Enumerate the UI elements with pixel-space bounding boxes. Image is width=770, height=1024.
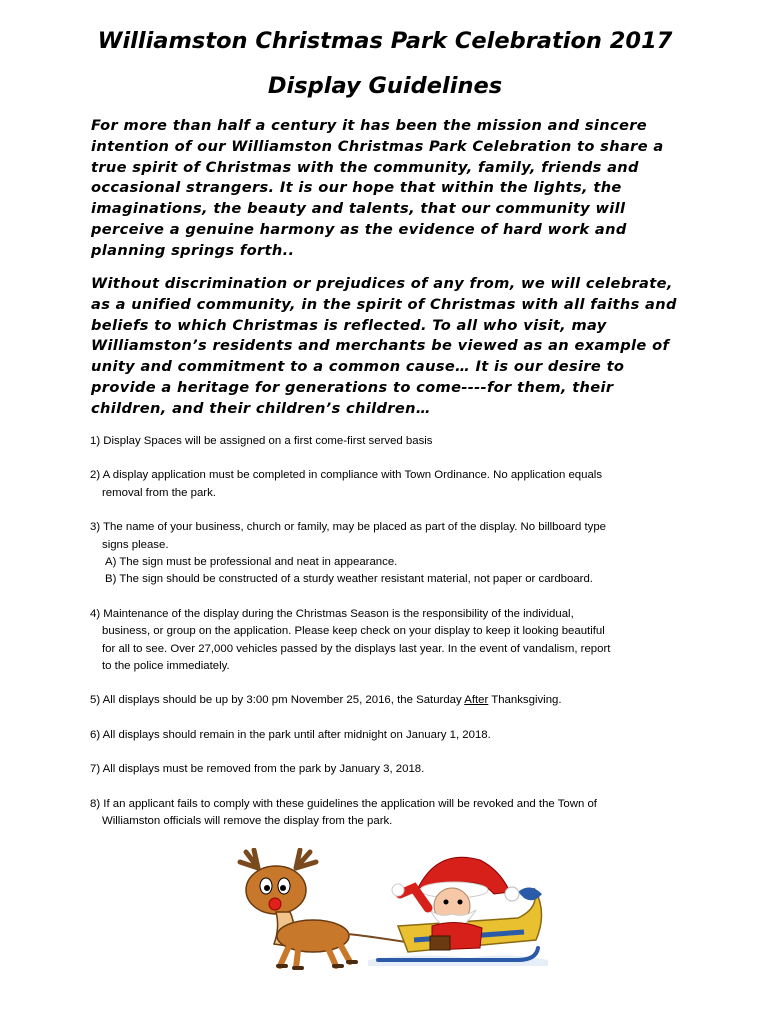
guideline-3-a: A) The sign must be professional and neat in appearance. [105,556,398,569]
hat-pompom [505,887,519,901]
underlined-after: After [464,694,489,707]
guidelines-list [90,433,690,848]
reindeer-figure [240,850,418,968]
unity-paragraph: Without discrimination or prejudices of any from, we will celebrate, as a unified community, in the spirit of Christmas with all faiths and beliefs to which Christmas is reflected. To all who visit, may Williamston’s residents and merchants be viewed as an example of unity and commitment to a common cause… It is our desire to provide a heritage for generations to come----for them, their children, and their children’s children… [91,275,677,417]
gift-box [430,936,450,950]
guideline-6: 6) All displays should remain in the park until after midnight on January 1, 2018. [90,728,491,741]
mission-paragraph: For more than half a century it has been the mission and sincere intention of our Williamston Christmas Park Celebration to share a true spirit of Christmas with the community, family, friends and occasional strangers. It is our hope that within the lights, the imaginations, the beauty and talents, that our community will perceive a genuine harmony as the evidence of hard work and planning springs forth.. [91,117,664,259]
guideline-1: 1) Display Spaces will be assigned on a first come-first served basis [90,435,433,447]
guideline-4: 4) Maintenance of the display during the Christmas Season is the responsibility of the individual, business, or group on the application. Please keep check on your display to keep it looking beautiful for all to see. Over 27,000 vehicles passed by the displays last year. In the event of vandalism, report to the police immediately. [90,607,611,673]
santa-glove [392,884,404,896]
guideline-7: 7) All displays must be removed from the park by January 3, 2018. [90,763,425,776]
guideline-8: 8) If an applicant fails to comply with these guidelines the application will be revoked and the Town of Williamston officials will remove the display from the park. [90,797,597,828]
guideline-3: 3) The name of your business, church or family, may be placed as part of the display. No billboard type signs please. A) The sign must be professional and neat in appearance. B) The sign should be constructed of a sturdy weather resistant material, not paper or cardboard. [90,519,690,589]
document-subtitle: Display Guidelines [267,73,503,99]
santa-reindeer-illustration [218,848,552,970]
sleigh-runner [378,948,538,960]
guideline-2: 2) A display application must be completed in compliance with Town Ordinance. No application equals removal from the park. [90,469,603,499]
right-antler [296,850,316,868]
left-antler [240,850,258,868]
red-nose [269,898,281,910]
guideline-3-b: B) The sign should be constructed of a sturdy weather resistant material, not paper or cardboard. [105,573,593,586]
guideline-5: 5) All displays should be up by 3:00 pm November 25, 2016, the Saturday After Thanksgiving. [90,694,562,707]
document-title: Williamston Christmas Park Celebration 2017 [97,28,673,54]
